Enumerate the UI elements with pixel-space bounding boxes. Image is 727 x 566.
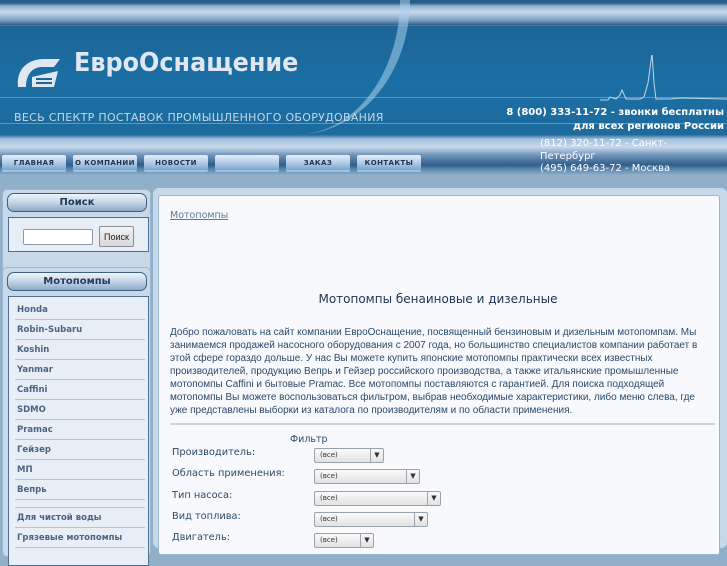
intro-text: Добро пожаловать на сайт компании ЕвроОснащение, посвященный бензиновым и дизельным мотопомпам. Мы занимаемся продажей насосного оборудования с 2007 года, но большинство специалистов компании работает в этой сфере гораздо дольше. У нас Вы можете купить японские мотопомпы практически всех известных производителей, продукцию Вепрь и Гейзер российского производства, а также итальянские промышленные мотопомпы Caffini и бытовые Pramac. Все мотопомпы поставляются с гарантией. Для поиска подходящей мотопомпы Вы можете воспользоваться фильтром, выбрав необходимые характеристики, либо меню слева, где уже представлены выборки из каталога по производителям и по области применения. xyxy=(170,327,698,416)
free-phone-note: для всех регионов России xyxy=(573,121,724,132)
search-box xyxy=(8,217,149,252)
menu-item-mp[interactable]: МП xyxy=(15,460,145,480)
menu-item-clean-water[interactable]: Для чистой воды xyxy=(15,508,145,528)
search-panel-title: Поиск xyxy=(7,193,147,212)
menu-item-yanmar[interactable]: Yanmar xyxy=(15,360,145,380)
nav-blank[interactable] xyxy=(215,155,279,172)
chevron-down-icon: ▼ xyxy=(370,449,383,462)
filter-select-manufacturer[interactable] xyxy=(314,448,384,463)
content-body xyxy=(170,326,715,552)
filter-label-pump-type: Тип насоса: xyxy=(172,489,233,501)
nav-news[interactable]: НОВОСТИ xyxy=(144,155,208,172)
filter-select-fuel[interactable] xyxy=(314,512,428,527)
nav-about[interactable]: О КОМПАНИИ xyxy=(73,155,137,172)
phone-msk: (495) 649-63-72 - Москва xyxy=(540,163,671,174)
menu-item-pramac[interactable]: Pramac xyxy=(15,420,145,440)
menu-panel xyxy=(2,267,151,557)
breadcrumb[interactable]: Мотопомпы xyxy=(170,210,229,221)
chevron-down-icon: ▼ xyxy=(406,470,419,483)
filter-row-manufacturer xyxy=(170,446,715,467)
chevron-down-icon: ▼ xyxy=(427,492,440,505)
select-value: (все) xyxy=(320,451,338,459)
search-input[interactable] xyxy=(23,229,93,245)
logo-icon xyxy=(14,55,60,89)
regional-phones xyxy=(540,138,720,176)
phone-spb: (812) 320-11-72 - Санкт-Петербург xyxy=(540,138,667,162)
filter-label-engine: Двигатель: xyxy=(172,532,231,544)
menu-item-dirty-water[interactable]: Грязевые мотопомпы xyxy=(15,528,145,548)
menu-item-vepr[interactable]: Вепрь xyxy=(15,480,145,500)
filter-row-pump-type xyxy=(170,489,715,510)
search-button[interactable]: Поиск xyxy=(99,226,134,247)
filter-label-application: Область применения: xyxy=(172,468,285,480)
logo-text[interactable]: ЕвроОснащение xyxy=(74,48,299,78)
filter-row-application xyxy=(170,467,715,488)
select-value: (все) xyxy=(320,514,338,523)
city-skyline-icon xyxy=(600,55,727,105)
select-value: (все) xyxy=(320,536,338,545)
free-phone-number: 8 (800) 333-11-72 - звонки бесплатны xyxy=(506,107,724,118)
select-value: (все) xyxy=(320,493,338,502)
menu-panel-title: Мотопомпы xyxy=(7,272,147,291)
menu-item-robin-subaru[interactable]: Robin-Subaru xyxy=(15,320,145,340)
select-value: (все) xyxy=(320,472,338,481)
menu-item-caffini[interactable]: Caffini xyxy=(15,380,145,400)
menu-item-geyser[interactable]: Гейзер xyxy=(15,440,145,460)
menu-item-honda[interactable]: Honda xyxy=(15,300,145,320)
filter-title: Фильтр xyxy=(290,434,328,445)
chevron-down-icon: ▼ xyxy=(360,534,373,547)
divider xyxy=(170,423,715,425)
menu-item-koshin[interactable]: Koshin xyxy=(15,340,145,360)
filter-row-fuel xyxy=(170,510,715,531)
menu-list xyxy=(8,296,149,566)
filter-label-fuel: Вид топлива: xyxy=(172,510,241,522)
nav-contacts[interactable]: КОНТАКТЫ xyxy=(357,155,421,172)
filter-select-pump-type[interactable] xyxy=(314,491,441,506)
nav-home[interactable]: ГЛАВНАЯ xyxy=(2,155,66,172)
menu-separator xyxy=(15,500,145,508)
filter-select-engine[interactable] xyxy=(314,533,374,548)
nav-order[interactable]: ЗАКАЗ xyxy=(286,155,350,172)
filter-row-engine xyxy=(170,531,715,552)
chevron-down-icon: ▼ xyxy=(414,513,427,526)
menu-item-sdmo[interactable]: SDMO xyxy=(15,400,145,420)
free-phone xyxy=(506,106,724,134)
tagline: ВЕСЬ СПЕКТР ПОСТАВОК ПРОМЫШЛЕННОГО ОБОРУДОВАНИЯ xyxy=(14,111,384,124)
filter-label-manufacturer: Производитель: xyxy=(172,447,256,458)
filter-select-application[interactable] xyxy=(314,469,420,484)
page-title: Мотопомпы бенаиновые и дизельные xyxy=(318,292,558,306)
